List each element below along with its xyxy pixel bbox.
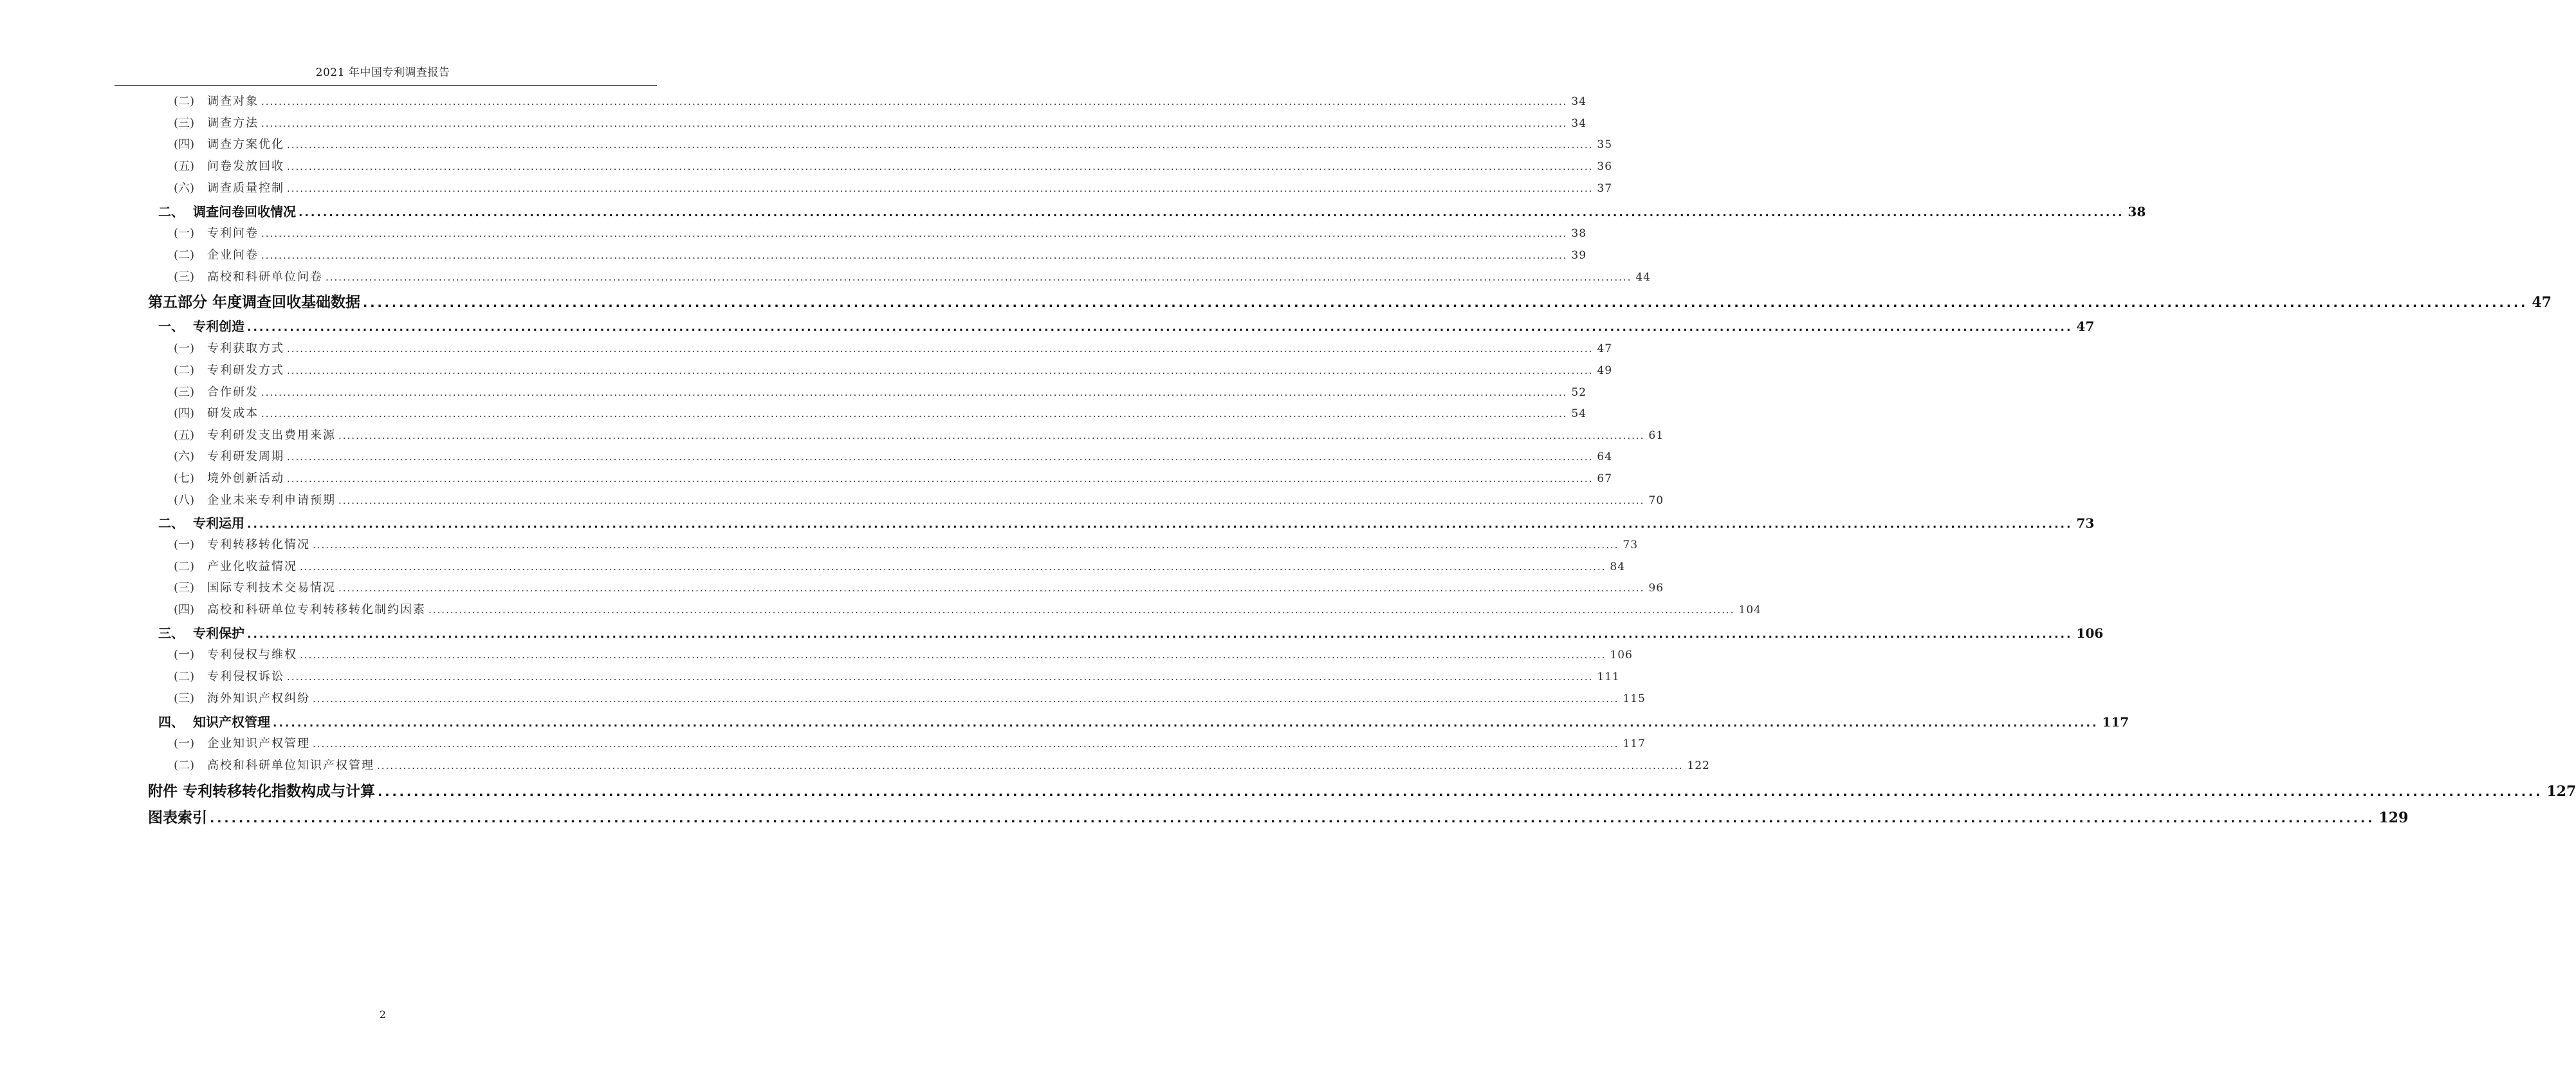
toc-entry-title: 国际专利技术交易情况 — [207, 581, 336, 595]
toc-entry[interactable] — [148, 806, 2409, 827]
toc-entry-number: (三) — [174, 270, 195, 284]
toc-entry-label — [174, 447, 284, 464]
toc-entry-title: 高校和科研单位专利转移转化制约因素 — [207, 603, 426, 616]
toc-entry-page: 47 — [1597, 342, 1613, 355]
toc-entry[interactable] — [174, 114, 1587, 131]
toc-dot-leader: ............................................................................................................................................................................................................................................................................................................ — [287, 161, 1594, 172]
toc-dot-leader: ............................................................................................................................................................................................................................................................................................................ — [261, 118, 1568, 129]
toc-dot-leader: ............................................................................................................................................................................................................................................................................................................ — [313, 693, 1619, 705]
toc-entry-page: 67 — [1597, 472, 1613, 485]
toc-entry[interactable] — [174, 92, 1587, 109]
toc-entry-number: (三) — [174, 116, 195, 130]
toc-entry[interactable] — [174, 224, 1587, 241]
toc-entry[interactable] — [148, 290, 2552, 311]
toc-entry-number: (五) — [174, 160, 195, 173]
toc-dot-leader: ............................................................................................................................................................................................................................................................................................................ — [261, 228, 1568, 239]
toc-entry-title: 高校和科研单位问卷 — [207, 270, 323, 284]
toc-entry[interactable] — [174, 535, 1639, 552]
toc-entry-number: (一) — [174, 227, 195, 240]
toc-dot-leader: ............................................................................................................................................................................................................................................................................................................ — [210, 811, 2375, 826]
toc-entry[interactable] — [174, 339, 1613, 356]
toc-entry-page: 117 — [1623, 737, 1646, 750]
toc-entry-page: 47 — [2076, 319, 2095, 334]
toc-dot-leader: ............................................................................................................................................................................................................................................................................................................ — [326, 272, 1632, 283]
toc-entry-title: 专利侵权与维权 — [207, 648, 297, 662]
toc-dot-leader: ............................................................................................................................................................................................................................................................................................................ — [378, 785, 2543, 799]
toc-entry-number: 二、 — [158, 204, 184, 219]
toc-entry-number: (一) — [174, 538, 195, 551]
toc-dot-leader: ............................................................................................................................................................................................................................................................................................................ — [313, 539, 1619, 551]
toc-dot-leader: ............................................................................................................................................................................................................................................................................................................ — [287, 343, 1594, 355]
toc-entry[interactable] — [174, 157, 1613, 174]
toc-entry-number: (六) — [174, 181, 195, 195]
toc-entry-title: 调查方案优化 — [207, 138, 284, 151]
toc-entry-page: 36 — [1597, 160, 1613, 173]
toc-entry[interactable] — [174, 404, 1587, 421]
toc-entry-label — [158, 513, 244, 532]
toc-entry-title: 专利问卷 — [207, 227, 259, 240]
toc-entry-label — [158, 316, 244, 335]
toc-entry-page: 129 — [2378, 810, 2409, 826]
toc-entry-number: (二) — [174, 248, 195, 262]
toc-entry-number: (三) — [174, 385, 195, 399]
toc-entry-label — [148, 806, 207, 827]
toc-entry-title: 研发成本 — [207, 407, 259, 420]
toc-entry-title: 附件 专利转移转化指数构成与计算 — [148, 783, 376, 800]
toc-dot-leader: ............................................................................................................................................................................................................................................................................................................ — [377, 760, 1684, 772]
toc-entry-title: 合作研发 — [207, 385, 259, 399]
toc-entry-title: 调查质量控制 — [207, 181, 284, 195]
toc-dot-leader: ............................................................................................................................................................................................................................................................................................................ — [247, 321, 2073, 334]
toc-dot-leader: ............................................................................................................................................................................................................................................................................................................ — [287, 139, 1594, 151]
toc-entry[interactable] — [174, 447, 1613, 464]
toc-entry-page: 54 — [1571, 407, 1587, 420]
toc-dot-leader: ............................................................................................................................................................................................................................................................................................................ — [287, 365, 1594, 376]
toc-dot-leader: ............................................................................................................................................................................................................................................................................................................ — [428, 604, 1735, 616]
toc-entry-page: 49 — [1597, 364, 1613, 377]
toc-dot-leader: ............................................................................................................................................................................................................................................................................................................ — [261, 250, 1568, 261]
toc-entry-label — [174, 734, 310, 751]
toc-dot-leader: ............................................................................................................................................................................................................................................................................................................ — [287, 671, 1594, 683]
toc-entry-page: 84 — [1610, 560, 1626, 573]
toc-entry-page: 38 — [1571, 227, 1587, 240]
page-header-title: 2021 年中国专利调查报告 — [315, 66, 450, 79]
toc-entry-label — [174, 469, 284, 486]
toc-entry-label — [174, 426, 336, 443]
toc-dot-leader: ............................................................................................................................................................................................................................................................................................................ — [287, 451, 1594, 463]
toc-entry-title: 专利运用 — [193, 515, 244, 531]
toc-entry-label — [174, 756, 374, 773]
toc-entry[interactable] — [158, 712, 2130, 730]
toc-entry-label — [174, 114, 259, 131]
toc-entry[interactable] — [174, 667, 1620, 684]
toc-entry-title: 专利创造 — [193, 319, 244, 334]
toc-dot-leader: ............................................................................................................................................................................................................................................................................................................ — [261, 387, 1568, 398]
toc-entry-label — [174, 157, 284, 174]
toc-entry-number: (二) — [174, 759, 195, 772]
toc-entry[interactable] — [158, 513, 2095, 532]
toc-entry-number: (七) — [174, 472, 195, 485]
toc-dot-leader: ............................................................................................................................................................................................................................................................................................................ — [300, 649, 1606, 661]
toc-entry-label — [174, 689, 310, 706]
toc-dot-leader: ............................................................................................................................................................................................................................................................................................................ — [247, 518, 2073, 531]
toc-entry[interactable] — [174, 135, 1613, 152]
toc-entry[interactable] — [174, 756, 1710, 773]
toc-dot-leader: ............................................................................................................................................................................................................................................................................................................ — [338, 430, 1645, 441]
toc-entry-page: 39 — [1571, 249, 1587, 262]
toc-entry-title: 专利研发周期 — [207, 450, 284, 463]
toc-entry-label — [174, 600, 426, 617]
toc-entry[interactable] — [174, 426, 1664, 443]
toc-entry[interactable] — [174, 361, 1613, 378]
toc-entry-number: (二) — [174, 364, 195, 377]
toc-entry-title: 专利转移转化情况 — [207, 538, 310, 551]
toc-entry-title: 专利研发方式 — [207, 364, 284, 377]
toc-entry-page: 73 — [2076, 515, 2095, 531]
toc-entry-number: (八) — [174, 494, 195, 507]
toc-entry-title: 知识产权管理 — [193, 714, 270, 730]
toc-entry-label — [174, 645, 297, 662]
toc-entry-page: 37 — [1597, 182, 1613, 195]
toc-entry[interactable] — [174, 734, 1646, 751]
toc-entry-label — [148, 779, 375, 801]
toc-entry-number: (一) — [174, 342, 195, 355]
toc-entry-page: 106 — [1610, 649, 1633, 662]
toc-entry-title: 专利侵权诉讼 — [207, 670, 284, 683]
toc-entry-number: (四) — [174, 138, 195, 151]
toc-entry[interactable] — [174, 268, 1651, 284]
toc-entry-page: 52 — [1571, 386, 1587, 399]
toc-entry-title: 调查问卷回收情况 — [193, 204, 296, 219]
toc-dot-leader: ............................................................................................................................................................................................................................................................................................................ — [299, 207, 2124, 219]
toc-entry-label — [174, 491, 336, 508]
toc-entry-number: (一) — [174, 648, 195, 662]
toc-entry-title: 调查方法 — [207, 116, 259, 130]
toc-entry-label — [174, 268, 323, 284]
toc-entry-page: 44 — [1635, 271, 1651, 284]
toc-entry-page: 64 — [1597, 450, 1613, 463]
toc-entry-page: 61 — [1648, 429, 1664, 442]
toc-entry-number: (三) — [174, 581, 195, 595]
toc-entry-number: (四) — [174, 603, 195, 616]
toc-dot-leader: ............................................................................................................................................................................................................................................................................................................ — [273, 717, 2099, 730]
toc-entry-number: (二) — [174, 560, 195, 573]
toc-entry-title: 问卷发放回收 — [207, 160, 284, 173]
toc-entry-number: 四、 — [158, 714, 184, 730]
toc-entry-number: (四) — [174, 407, 195, 420]
toc-dot-leader: ............................................................................................................................................................................................................................................................................................................ — [363, 296, 2528, 310]
toc-entry-title: 海外知识产权纠纷 — [207, 692, 310, 705]
toc-entry-label — [174, 557, 297, 574]
toc-entry-number: (五) — [174, 429, 195, 442]
toc-entry-label — [158, 201, 296, 220]
toc-dot-leader: ............................................................................................................................................................................................................................................................................................................ — [261, 408, 1568, 420]
toc-entry-label — [174, 667, 284, 684]
toc-entry-label — [174, 224, 259, 241]
toc-entry-page: 70 — [1648, 494, 1664, 507]
toc-entry-label — [174, 92, 259, 109]
toc-entry-label — [148, 290, 360, 311]
toc-entry[interactable] — [158, 623, 2104, 642]
toc-entry-page: 122 — [1687, 759, 1710, 772]
toc-entry[interactable] — [148, 779, 2576, 801]
toc-entry-title: 高校和科研单位知识产权管理 — [207, 759, 374, 772]
toc-entry[interactable] — [174, 579, 1664, 595]
toc-entry-page: 34 — [1571, 95, 1587, 108]
toc-entry-title: 第五部分 年度调查回收基础数据 — [148, 294, 361, 311]
toc-entry[interactable] — [174, 557, 1626, 574]
toc-entry-title: 企业知识产权管理 — [207, 737, 310, 750]
toc-entry-title: 境外创新活动 — [207, 472, 284, 485]
toc-entry-title: 专利研发支出费用来源 — [207, 429, 336, 442]
toc-entry-page: 47 — [2532, 294, 2552, 311]
toc-entry-page: 104 — [1738, 604, 1762, 616]
toc-entry-title: 专利保护 — [193, 625, 244, 641]
toc-entry-number: 一、 — [158, 319, 184, 334]
toc-entry[interactable] — [174, 469, 1613, 486]
toc-entry-number: (三) — [174, 692, 195, 705]
toc-entry-number: (二) — [174, 670, 195, 683]
toc-entry-page: 96 — [1648, 582, 1664, 595]
toc-entry-number: (二) — [174, 95, 195, 108]
toc-entry-page: 117 — [2102, 714, 2130, 730]
toc-entry[interactable] — [158, 201, 2146, 220]
toc-entry-number: 三、 — [158, 625, 184, 641]
toc-entry[interactable] — [174, 491, 1664, 508]
toc-entry-label — [174, 179, 284, 196]
page-number: 2 — [379, 1008, 387, 1021]
toc-entry-number: (六) — [174, 450, 195, 463]
toc-dot-leader: ............................................................................................................................................................................................................................................................................................................ — [338, 582, 1645, 594]
toc-entry[interactable] — [174, 246, 1587, 263]
toc-entry-label — [174, 535, 310, 552]
toc-entry-page: 38 — [2128, 204, 2146, 219]
toc-dot-leader: ............................................................................................................................................................................................................................................................................................................ — [313, 738, 1619, 750]
toc-entry-label — [174, 339, 284, 356]
toc-entry[interactable] — [174, 179, 1613, 196]
toc-entry-title: 产业化收益情况 — [207, 560, 297, 573]
toc-entry-page: 35 — [1597, 138, 1613, 151]
toc-entry-title: 调查对象 — [207, 95, 259, 108]
toc-dot-leader: ............................................................................................................................................................................................................................................................................................................ — [338, 495, 1645, 506]
toc-entry-page: 73 — [1623, 539, 1639, 551]
toc-entry[interactable] — [174, 689, 1646, 706]
toc-entry-number: (一) — [174, 737, 195, 750]
toc-dot-leader: ............................................................................................................................................................................................................................................................................................................ — [287, 473, 1594, 485]
toc-entry-title: 专利获取方式 — [207, 342, 284, 355]
toc-entry-title: 图表索引 — [148, 810, 207, 826]
toc-dot-leader: ............................................................................................................................................................................................................................................................................................................ — [287, 183, 1594, 194]
toc-entry-label — [158, 712, 270, 730]
toc-entry[interactable] — [174, 600, 1762, 617]
toc-entry-label — [174, 361, 284, 378]
toc-entry-page: 115 — [1623, 692, 1646, 705]
toc-entry[interactable] — [174, 383, 1587, 400]
toc-entry-label — [174, 404, 259, 421]
toc-entry-label — [174, 383, 259, 400]
toc-entry-label — [174, 246, 259, 263]
toc-entry-title: 企业未来专利申请预期 — [207, 494, 336, 507]
toc-entry-label — [174, 135, 284, 152]
toc-entry[interactable] — [174, 645, 1633, 662]
toc-dot-leader: ............................................................................................................................................................................................................................................................................................................ — [300, 561, 1606, 573]
toc-entry-page: 127 — [2546, 783, 2576, 800]
toc-entry[interactable] — [158, 316, 2095, 335]
toc-entry-title: 企业问卷 — [207, 248, 259, 262]
toc-entry-label — [174, 579, 336, 595]
toc-dot-leader: ............................................................................................................................................................................................................................................................................................................ — [261, 96, 1568, 107]
toc-entry-label — [158, 623, 244, 642]
toc-dot-leader: ............................................................................................................................................................................................................................................................................................................ — [247, 628, 2073, 641]
toc-entry-page: 111 — [1597, 671, 1620, 683]
toc-entry-page: 106 — [2076, 625, 2104, 641]
toc-entry-page: 34 — [1571, 117, 1587, 130]
toc-entry-number: 二、 — [158, 515, 184, 531]
